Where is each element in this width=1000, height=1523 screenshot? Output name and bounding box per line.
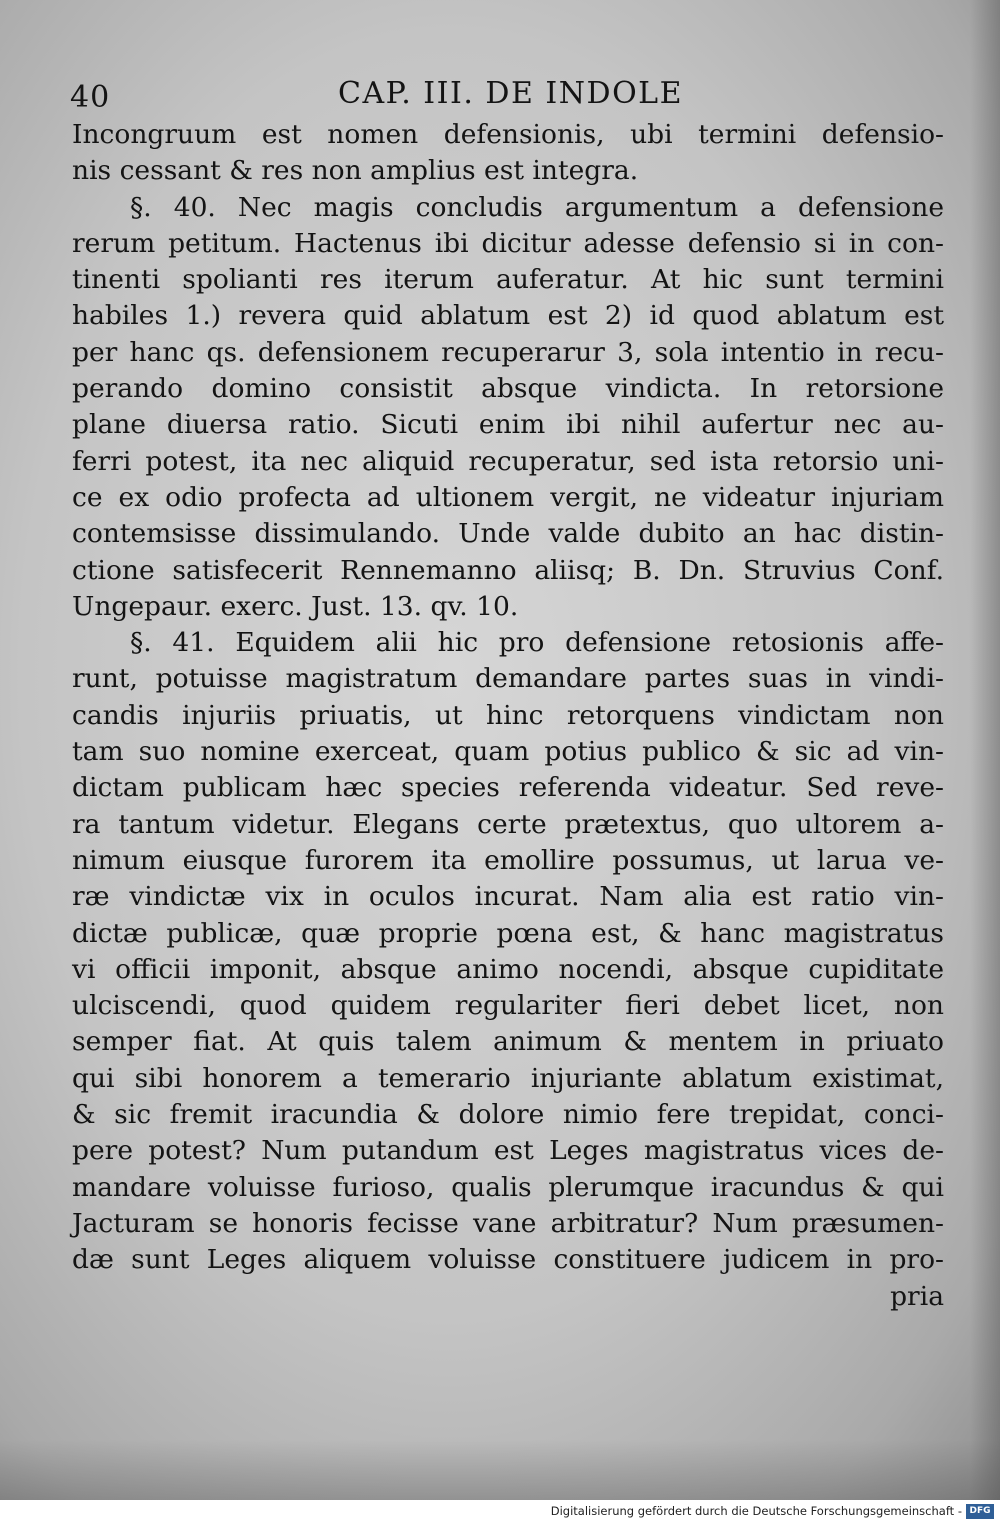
text-line: plane diuersa ratio. Sicuti enim ibi nihil aufertur nec au- xyxy=(72,409,944,441)
page-header xyxy=(70,76,940,120)
text-line: ce ex odio profecta ad ultionem vergit, ne videatur injuriam xyxy=(72,481,944,513)
text-line: dictæ publicæ, quæ proprie pœna est, & hanc magistratus xyxy=(72,917,944,949)
text-line: per hanc qs. defensionem recuperarur 3, sola intentio in recu- xyxy=(72,336,944,368)
text-line: ræ vindictæ vix in oculos incurat. Nam alia est ratio vin- xyxy=(72,881,944,913)
text-line: candis injuriis priuatis, ut hinc retorquens vindictam non xyxy=(72,699,944,731)
text-line: ferri potest, ita nec aliquid recuperatur, sed ista retorsio uni- xyxy=(72,445,944,477)
dfg-logo: DFG xyxy=(966,1504,994,1519)
text-line: dæ sunt Leges aliquem voluisse constituere judicem in pro- xyxy=(72,1244,944,1276)
text-line: tinenti spolianti res iterum auferatur. At hic sunt termini xyxy=(72,264,944,296)
text-line: ulciscendi, quod quidem regulariter fieri debet licet, non xyxy=(72,990,944,1022)
text-line: §. 41. Equidem alii hic pro defensione retosionis affe- xyxy=(130,627,944,659)
page-edge-shadow xyxy=(970,0,1000,1500)
footer-bar xyxy=(0,1500,1000,1523)
page-number: 40 xyxy=(70,80,111,115)
running-head: CAP. III. DE INDOLE xyxy=(338,76,683,111)
text-line: nimum eiusque furorem ita emollire possumus, ut larua ve- xyxy=(72,844,944,876)
text-line: ctione satisfecerit Rennemanno aliisq; B. Dn. Struvius Conf. xyxy=(72,554,944,586)
body-text xyxy=(72,117,944,1315)
text-line: tam suo nomine exerceat, quam potius publico & sic ad vin- xyxy=(72,736,944,768)
text-line: runt, potuisse magistratum demandare partes suas in vindi- xyxy=(72,663,944,695)
text-line: Ungepaur. exerc. Just. 13. qv. 10. xyxy=(72,590,519,622)
text-line: nis cessant & res non amplius est integra. xyxy=(72,155,639,187)
text-line: perando domino consistit absque vindicta. In retorsione xyxy=(72,373,944,405)
text-line: Incongruum est nomen defensionis, ubi termini defensio- xyxy=(72,119,944,150)
text-line: rerum petitum. Hactenus ibi dicitur adesse defensio si in con- xyxy=(72,227,944,259)
text-line: §. 40. Nec magis concludis argumentum a defensione xyxy=(130,191,944,223)
text-line: qui sibi honorem a temerario injuriante ablatum existimat, xyxy=(72,1062,944,1094)
text-line: habiles 1.) revera quid ablatum est 2) id quod ablatum est xyxy=(72,300,944,332)
text-line: & sic fremit iracundia & dolore nimio fere trepidat, conci- xyxy=(72,1099,944,1131)
text-line: ra tantum videtur. Elegans certe prætextus, quo ultorem a- xyxy=(72,808,944,840)
funding-credit: Digitalisierung gefördert durch die Deutsche Forschungsgemeinschaft - xyxy=(550,1504,962,1518)
text-line: dictam publicam hæc species referenda videatur. Sed reve- xyxy=(72,772,944,804)
text-line: contemsisse dissimulando. Unde valde dubito an hac distin- xyxy=(72,518,944,550)
text-line: pere potest? Num putandum est Leges magistratus vices de- xyxy=(72,1135,944,1167)
page-bottom-shadow xyxy=(0,1440,1000,1500)
text-line: vi officii imponit, absque animo nocendi, absque cupiditate xyxy=(72,953,944,985)
text-line: semper fiat. At quis talem animum & mentem in priuato xyxy=(72,1026,944,1058)
catchword: pria xyxy=(890,1280,944,1312)
text-line: mandare voluisse furioso, qualis plerumque iracundus & qui xyxy=(72,1171,944,1203)
text-line: Jacturam se honoris fecisse vane arbitratur? Num præsumen- xyxy=(72,1207,944,1239)
